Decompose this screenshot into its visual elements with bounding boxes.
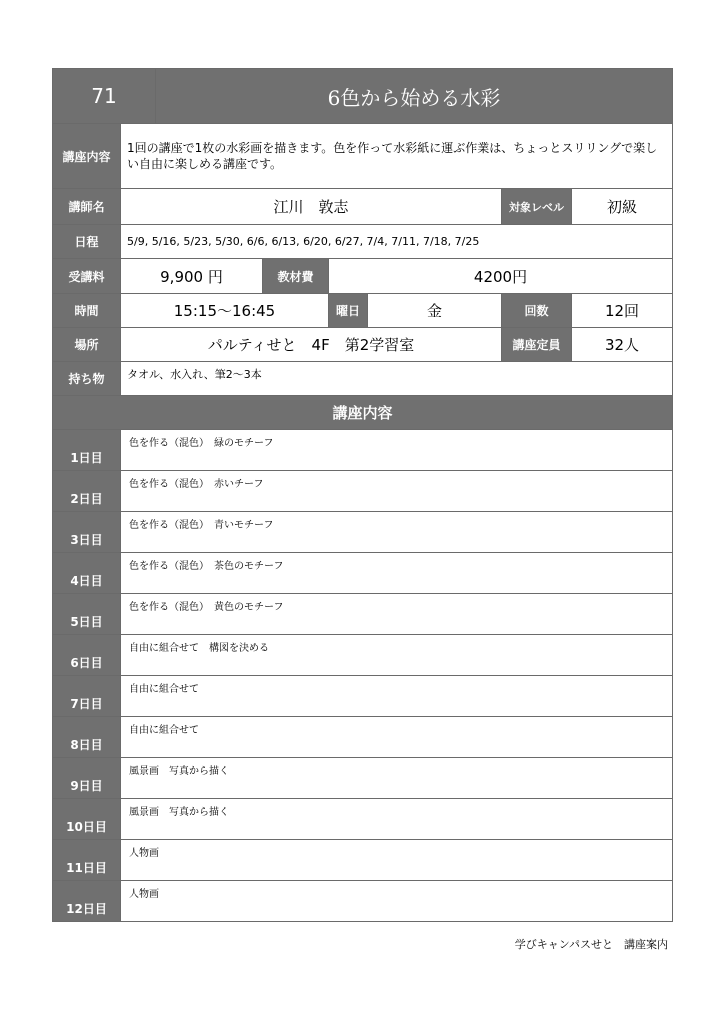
- count-value: 12回: [572, 294, 673, 328]
- day-label: 2日目: [53, 471, 121, 512]
- day-label: 8日目: [53, 717, 121, 758]
- day-content: 色を作る（混色） 茶色のモチーフ: [121, 553, 673, 594]
- day-row: [53, 553, 673, 594]
- day-label: 3日目: [53, 512, 121, 553]
- day-row: [53, 840, 673, 881]
- belongings-value: タオル、水入れ、筆2〜3本: [121, 362, 673, 396]
- day-row: [53, 594, 673, 635]
- material-fee-value: 4200円: [329, 259, 673, 294]
- day-content: 風景画 写真から描く: [121, 799, 673, 840]
- capacity-value: 32人: [572, 328, 673, 362]
- day-content: 色を作る（混色） 緑のモチーフ: [121, 430, 673, 471]
- fee-value: 9,900 円: [121, 259, 263, 294]
- belongings-label: 持ち物: [53, 362, 121, 396]
- day-row: [53, 512, 673, 553]
- day-row: [53, 758, 673, 799]
- course-number: 71: [53, 69, 156, 124]
- content-description: 1回の講座で1枚の水彩画を描きます。色を作って水彩紙に運ぶ作業は、ちょっとスリリングで楽しい自由に楽しめる講座です。: [121, 124, 673, 189]
- day-content: 人物画: [121, 881, 673, 922]
- footer-text: 学びキャンパスせと 講座案内: [514, 938, 668, 951]
- course-info-table: [52, 68, 673, 922]
- time-value: 15:15〜16:45: [121, 294, 329, 328]
- day-row: [53, 881, 673, 922]
- capacity-label: 講座定員: [502, 328, 572, 362]
- instructor-name: 江川 敦志: [121, 189, 502, 225]
- course-title: 6色から始める水彩: [156, 69, 673, 124]
- day-content: 自由に組合せて: [121, 717, 673, 758]
- day-content: 自由に組合せて: [121, 676, 673, 717]
- day-label: 7日目: [53, 676, 121, 717]
- course-sheet: [52, 68, 672, 922]
- day-row: [53, 799, 673, 840]
- day-label: 6日目: [53, 635, 121, 676]
- day-label: 1日目: [53, 430, 121, 471]
- day-label: 9日目: [53, 758, 121, 799]
- day-label: 4日目: [53, 553, 121, 594]
- place-value: パルティせと 4F 第2学習室: [121, 328, 502, 362]
- day-content: 色を作る（混色） 青いモチーフ: [121, 512, 673, 553]
- day-content: 風景画 写真から描く: [121, 758, 673, 799]
- day-content: 色を作る（混色） 赤いチーフ: [121, 471, 673, 512]
- level-label: 対象レベル: [502, 189, 572, 225]
- content-label: 講座内容: [53, 124, 121, 189]
- day-content: 人物画: [121, 840, 673, 881]
- day-label: 10日目: [53, 799, 121, 840]
- day-label: 5日目: [53, 594, 121, 635]
- schedule-dates: 5/9, 5/16, 5/23, 5/30, 6/6, 6/13, 6/20, 6/27, 7/4, 7/11, 7/18, 7/25: [121, 225, 673, 259]
- day-content: 色を作る（混色） 黄色のモチーフ: [121, 594, 673, 635]
- day-row: [53, 676, 673, 717]
- weekday-value: 金: [368, 294, 502, 328]
- count-label: 回数: [502, 294, 572, 328]
- instructor-label: 講師名: [53, 189, 121, 225]
- day-content: 自由に組合せて 構図を決める: [121, 635, 673, 676]
- day-row: [53, 717, 673, 758]
- day-row: [53, 635, 673, 676]
- weekday-label: 曜日: [329, 294, 368, 328]
- day-label: 12日目: [53, 881, 121, 922]
- fee-label: 受講料: [53, 259, 121, 294]
- time-label: 時間: [53, 294, 121, 328]
- day-label: 11日目: [53, 840, 121, 881]
- day-row: [53, 430, 673, 471]
- material-fee-label: 教材費: [263, 259, 329, 294]
- section-heading: 講座内容: [53, 396, 673, 430]
- place-label: 場所: [53, 328, 121, 362]
- day-row: [53, 471, 673, 512]
- schedule-label: 日程: [53, 225, 121, 259]
- level-value: 初級: [572, 189, 673, 225]
